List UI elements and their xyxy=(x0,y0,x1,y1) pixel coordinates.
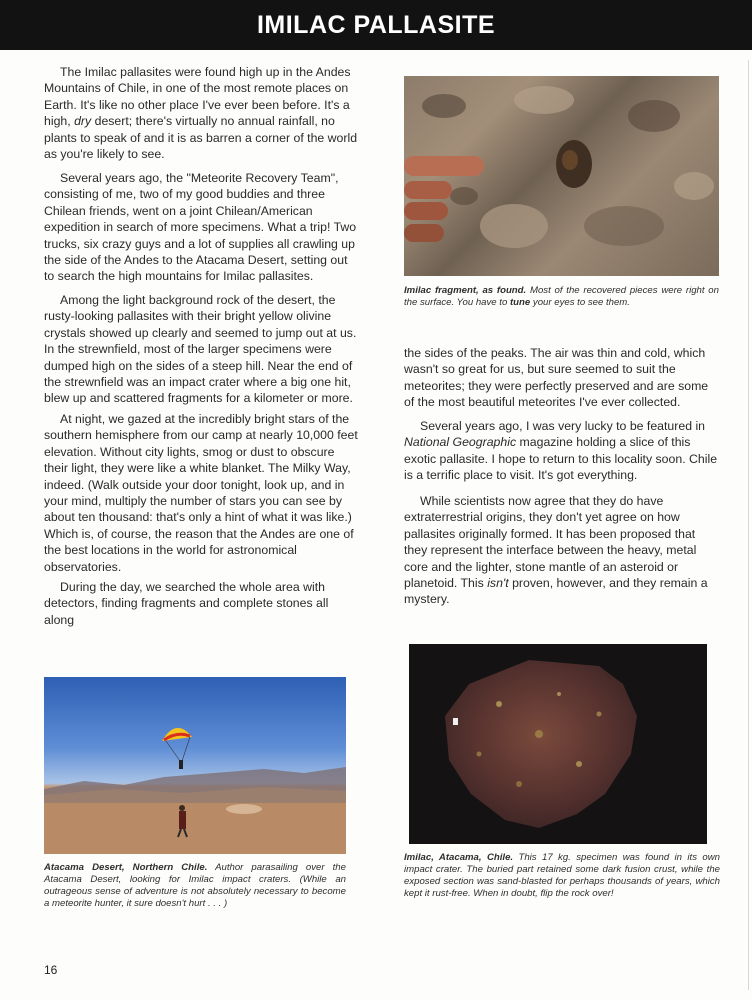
finger-ring xyxy=(404,202,448,220)
photo-atacama-desert xyxy=(44,677,346,854)
ground-person xyxy=(179,811,186,829)
specimen-label xyxy=(453,718,458,725)
caption-imilac-fragment: Imilac fragment, as found. Most of the recovered pieces were right on the surface. You have to tune your eyes to see them. xyxy=(404,285,719,308)
paragraph-expedition: Several years ago, the "Meteorite Recovery Team", consisting of me, two of my good buddies and three Chilean friends, went on a joint Chilean/American expedition in search of more specimens. What a trip! Two trucks, six crazy guys and a lot of supplies all crawling up the side of the Andes to the Atacama Desert, setting out to search the high mountains for Imilac pallasites. xyxy=(44,171,357,284)
caption-atacama-desert: Atacama Desert, Northern Chile. Author parasailing over the Atacama Desert, looking for Imilac impact craters. (While an outrageous sense of adventure is not absolutely necessary to become a meteorite hunter, it sure doesn't hurt . . . ) xyxy=(44,862,346,909)
paragraph-strewnfield: Among the light background rock of the desert, the rusty-looking pallasites with their bright yellow olivine crystals showed up clearly and seemed to jump out at us. In the strewnfield, most of the larger specimens were dumped high on the sides of a steep hill. Near the end of the strewnfield was an impact crater where a big one hit, blew up and scattered fragments for a kilometer or more. xyxy=(44,293,357,406)
specimen-scene xyxy=(409,644,707,844)
paragraph-national-geographic: Several years ago, I was very lucky to be featured in National Geographic magazine holding a slice of this exotic pallasite. I hope to return to this locality soon. Chile is a terrific place to visit. It's got everything. xyxy=(404,419,718,483)
caption-imilac-specimen: Imilac, Atacama, Chile. This 17 kg. specimen was found in its own impact crater. The buried part retained some dark fusion crust, while the exposed section was sand-blasted for perhaps thousands of years, which kept it rust-free. When in doubt, flip the rock over! xyxy=(404,852,720,899)
desert-floor xyxy=(44,803,346,854)
parasailer xyxy=(179,760,183,769)
paragraph-day-search: During the day, we searched the whole area with detectors, finding fragments and complete stones all along xyxy=(44,580,329,627)
title-banner xyxy=(0,0,752,50)
finger-middle xyxy=(404,181,452,199)
photo-imilac-specimen xyxy=(409,644,707,844)
photo-imilac-fragment xyxy=(404,76,719,276)
page-edge xyxy=(748,60,749,990)
paragraph-intro: The Imilac pallasites were found high up in the Andes Mountains of Chile, in one of the most remote places on Earth. It's like no other place I've ever been before. It's a high, dry desert; there's virtually no annual rainfall, no plants to speak of and it is as barren a corner of the world as you're likely to see. xyxy=(44,65,358,162)
page-title: IMILAC PALLASITE xyxy=(256,10,496,39)
paragraph-origins: While scientists now agree that they do have extraterrestrial origins, they don't yet agree on how pallasites originally formed. It has been proposed that they represent the interface between the heavy, metal core and the lighter, stone mantle of an asteroid or planetoid. This isn't proven, however, and they remain a mystery. xyxy=(404,494,708,607)
finger-top xyxy=(404,156,484,176)
desert-scene xyxy=(44,677,346,854)
paragraph-night-sky: At night, we gazed at the incredibly bright stars of the southern hemisphere from our camp at nearly 10,000 feet elevation. Without city lights, smog or dust to obscure their light, they were like a white blanket. The Milky Way, indeed. (Walk outside your door tonight, look up, and in your mind, multiply the number of stars you can see by about ten thousand: that's only a hint of what it was like.) Which is, of course, the reason that the Andes are one of the best locations in the world for astronomical observatories. xyxy=(44,412,358,574)
specimen-rock xyxy=(445,660,637,828)
paragraph-day-search-continued: the sides of the peaks. The air was thin and cold, which wasn't so great for us, but sure seemed to suit the meteorites; they were perfectly preserved and are some of the most beautiful meteorites I've ever collected. xyxy=(404,346,709,410)
fragment-scene xyxy=(404,76,719,276)
page-number: 16 xyxy=(44,963,58,977)
finger-little xyxy=(404,224,444,242)
